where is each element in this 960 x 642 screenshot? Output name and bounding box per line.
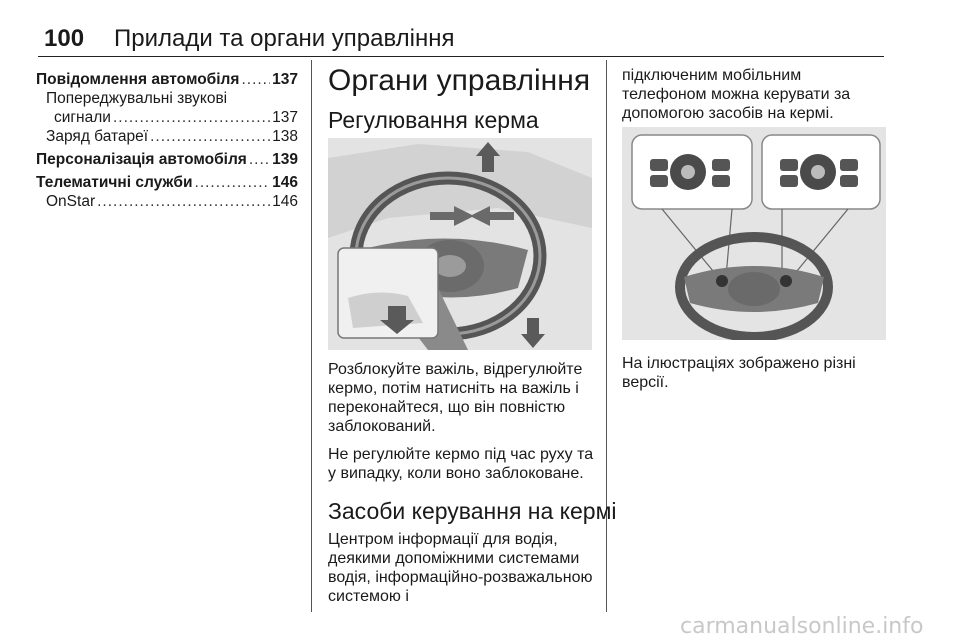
toc-label: OnStar (46, 193, 96, 210)
toc-leader (113, 108, 270, 127)
page-number: 100 (44, 25, 85, 52)
toc-page: 137 (272, 71, 298, 88)
toc-label: Повідомлення автомобіля (36, 71, 240, 88)
toc-page: 137 (272, 109, 298, 126)
toc-leader (150, 127, 270, 146)
subsection-title-controls: Засоби керування на кермі (328, 498, 617, 524)
toc-page: 138 (272, 128, 298, 145)
chapter-title: Прилади та органи управління (114, 25, 455, 52)
toc-leader (249, 150, 270, 169)
toc-entry-telematics[interactable] (36, 173, 298, 192)
toc-leader (195, 173, 271, 192)
steering-controls-figure (622, 127, 886, 340)
steering-adjust-illustration (328, 138, 592, 350)
toc-label: Попереджувальні звукові (46, 90, 228, 107)
toc-page: 139 (272, 151, 298, 168)
subsection-title-steering: Регулювання керма (328, 107, 539, 133)
column-divider-left (311, 60, 312, 612)
toc-leader (241, 70, 270, 89)
toc-page: 146 (272, 174, 298, 191)
steering-instructions: Розблокуйте важіль, відрегулюйте кермо, потім натисніть на важіль і переконайтеся, що він повністю заблокований. (328, 361, 583, 435)
toc-page: 146 (272, 193, 298, 210)
toc-label: Персоналізація автомобіля (36, 151, 247, 168)
toc-label: сигнали (54, 109, 111, 126)
column-divider-right (606, 60, 607, 612)
steering-controls-illustration (622, 127, 886, 340)
controls-description: Центром інформації для водія, деякими допоміжними системами водія, інформаційно-розважальною системою і (328, 531, 593, 605)
steering-wheel-figure (328, 138, 592, 350)
toc-entry-warning-chimes[interactable] (36, 89, 298, 108)
controls-description-cont: підключеним мобільним телефоном можна керувати за допомогою засобів на кермі. (622, 67, 851, 122)
toc-entry-warning-chimes-cont[interactable] (36, 108, 298, 127)
header-divider (38, 56, 884, 57)
steering-warning: Не регулюйте кермо під час руху та у випадку, коли воно заблоковане. (328, 446, 594, 482)
toc-entry-vehicle-messages[interactable] (36, 70, 298, 89)
toc-label: Заряд батареї (46, 128, 149, 145)
toc-label: Телематичні служби (36, 174, 193, 191)
toc-entry-personalization[interactable] (36, 150, 298, 169)
watermark: carmanualsonline.info (680, 614, 924, 639)
toc-list (36, 70, 298, 211)
toc-entry-battery[interactable] (36, 127, 298, 146)
toc-entry-onstar[interactable] (36, 192, 298, 211)
toc-leader (97, 192, 270, 211)
section-title: Органи управління (328, 64, 591, 97)
figure-caption: На ілюстраціях зображено різні версії. (622, 355, 856, 391)
